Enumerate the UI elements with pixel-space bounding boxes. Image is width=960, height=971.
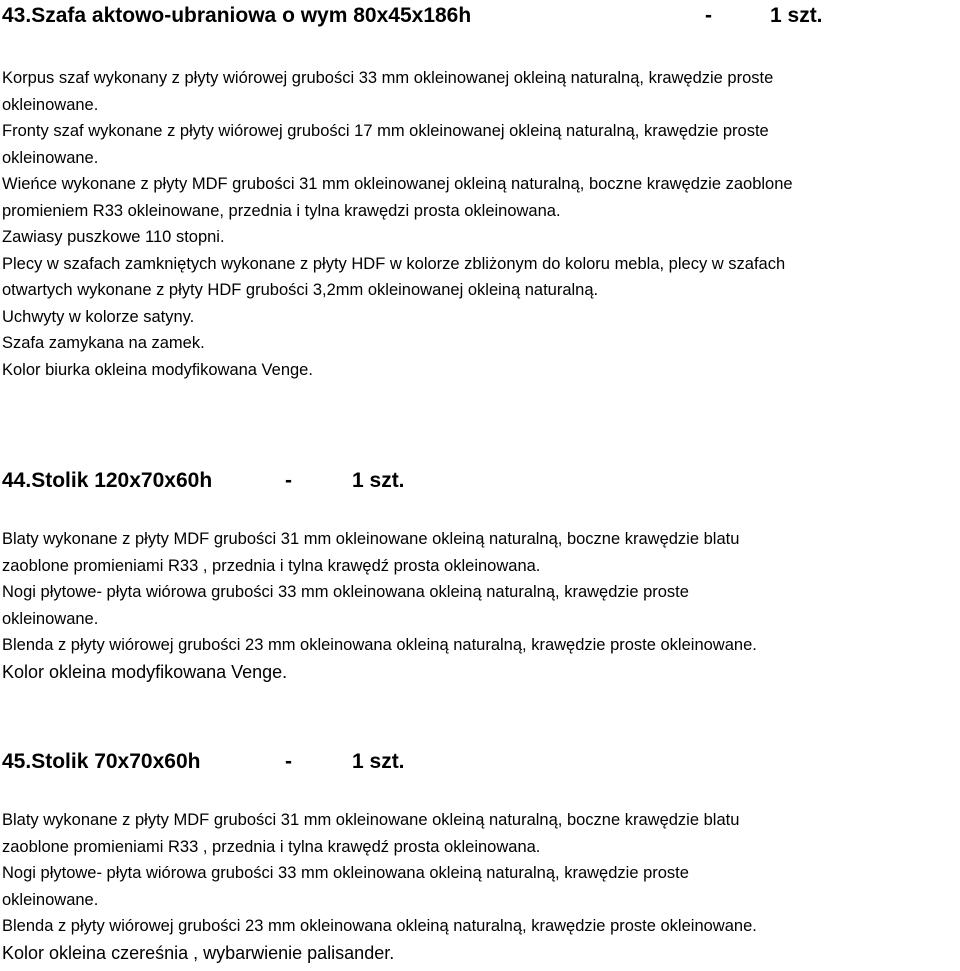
item-43: [2, 3, 952, 383]
item-dash: -: [285, 469, 292, 492]
item-dash: -: [705, 4, 712, 27]
description-line: Kolor okleina czereśnia , wybarwienie palisander.: [2, 942, 395, 963]
item-description: [2, 526, 952, 685]
description-line: Nogi płytowe- płyta wiórowa grubości 33 mm okleinowana okleiną naturalną, krawędzie proste: [2, 864, 689, 882]
description-line: Plecy w szafach zamkniętych wykonane z płyty HDF w kolorze zbliżonym do koloru mebla, plecy w szafach: [2, 254, 786, 273]
description-line: promieniem R33 okleinowane, przednia i tylna krawędzi prosta okleinowana.: [2, 201, 561, 220]
description-line: Nogi płytowe- płyta wiórowa grubości 33 mm okleinowana okleiną naturalną, krawędzie proste: [2, 583, 689, 601]
item-45: [2, 749, 952, 966]
description-line: Blaty wykonane z płyty MDF grubości 31 mm okleinowane okleiną naturalną, boczne krawędzie blatu: [2, 811, 740, 829]
item-description: [2, 65, 952, 383]
item-description: [2, 807, 952, 966]
item-quantity: 1 szt.: [770, 4, 823, 27]
item-dash: -: [285, 750, 292, 773]
description-line: Fronty szaf wykonane z płyty wiórowej grubości 17 mm okleinowanej okleiną naturalną, krawędzie proste: [2, 122, 769, 140]
description-line: okleinowane.: [2, 609, 99, 628]
description-line: okleinowane.: [2, 148, 99, 167]
description-line: Kolor okleina modyfikowana Venge.: [2, 661, 288, 682]
description-line: Blaty wykonane z płyty MDF grubości 31 mm okleinowane okleiną naturalną, boczne krawędzie blatu: [2, 530, 740, 548]
item-title: 44.Stolik 120x70x60h: [2, 469, 213, 492]
description-line: Blenda z płyty wiórowej grubości 23 mm okleinowana okleiną naturalną, krawędzie proste okleinowane.: [2, 636, 757, 654]
description-line: Blenda z płyty wiórowej grubości 23 mm okleinowana okleiną naturalną, krawędzie proste okleinowane.: [2, 917, 757, 935]
item-44: [2, 468, 952, 685]
item-heading: [2, 3, 952, 29]
item-title: 45.Stolik 70x70x60h: [2, 750, 201, 773]
description-line: okleinowane.: [2, 95, 99, 114]
description-line: Szafa zamykana na zamek.: [2, 334, 205, 352]
item-quantity: 1 szt.: [352, 750, 405, 773]
item-heading: [2, 468, 952, 494]
description-line: Korpus szaf wykonany z płyty wiórowej grubości 33 mm okleinowanej okleiną naturalną, krawędzie proste: [2, 69, 774, 87]
item-heading: [2, 749, 952, 775]
description-line: okleinowane.: [2, 890, 99, 909]
item-quantity: 1 szt.: [352, 469, 405, 492]
description-line: Zawiasy puszkowe 110 stopni.: [2, 228, 225, 246]
description-line: zaoblone promieniami R33 , przednia i tylna krawędź prosta okleinowana.: [2, 837, 541, 856]
description-line: Kolor biurka okleina modyfikowana Venge.: [2, 360, 313, 379]
description-line: zaoblone promieniami R33 , przednia i tylna krawędź prosta okleinowana.: [2, 556, 541, 575]
description-line: Uchwyty w kolorze satyny.: [2, 307, 195, 326]
item-title: 43.Szafa aktowo-ubraniowa o wym 80x45x186h: [2, 4, 472, 27]
description-line: Wieńce wykonane z płyty MDF grubości 31 mm okleinowanej okleiną naturalną, boczne krawędzie zaoblone: [2, 175, 793, 193]
description-line: otwartych wykonane z płyty HDF grubości 3,2mm okleinowanej okleiną naturalną.: [2, 281, 599, 299]
